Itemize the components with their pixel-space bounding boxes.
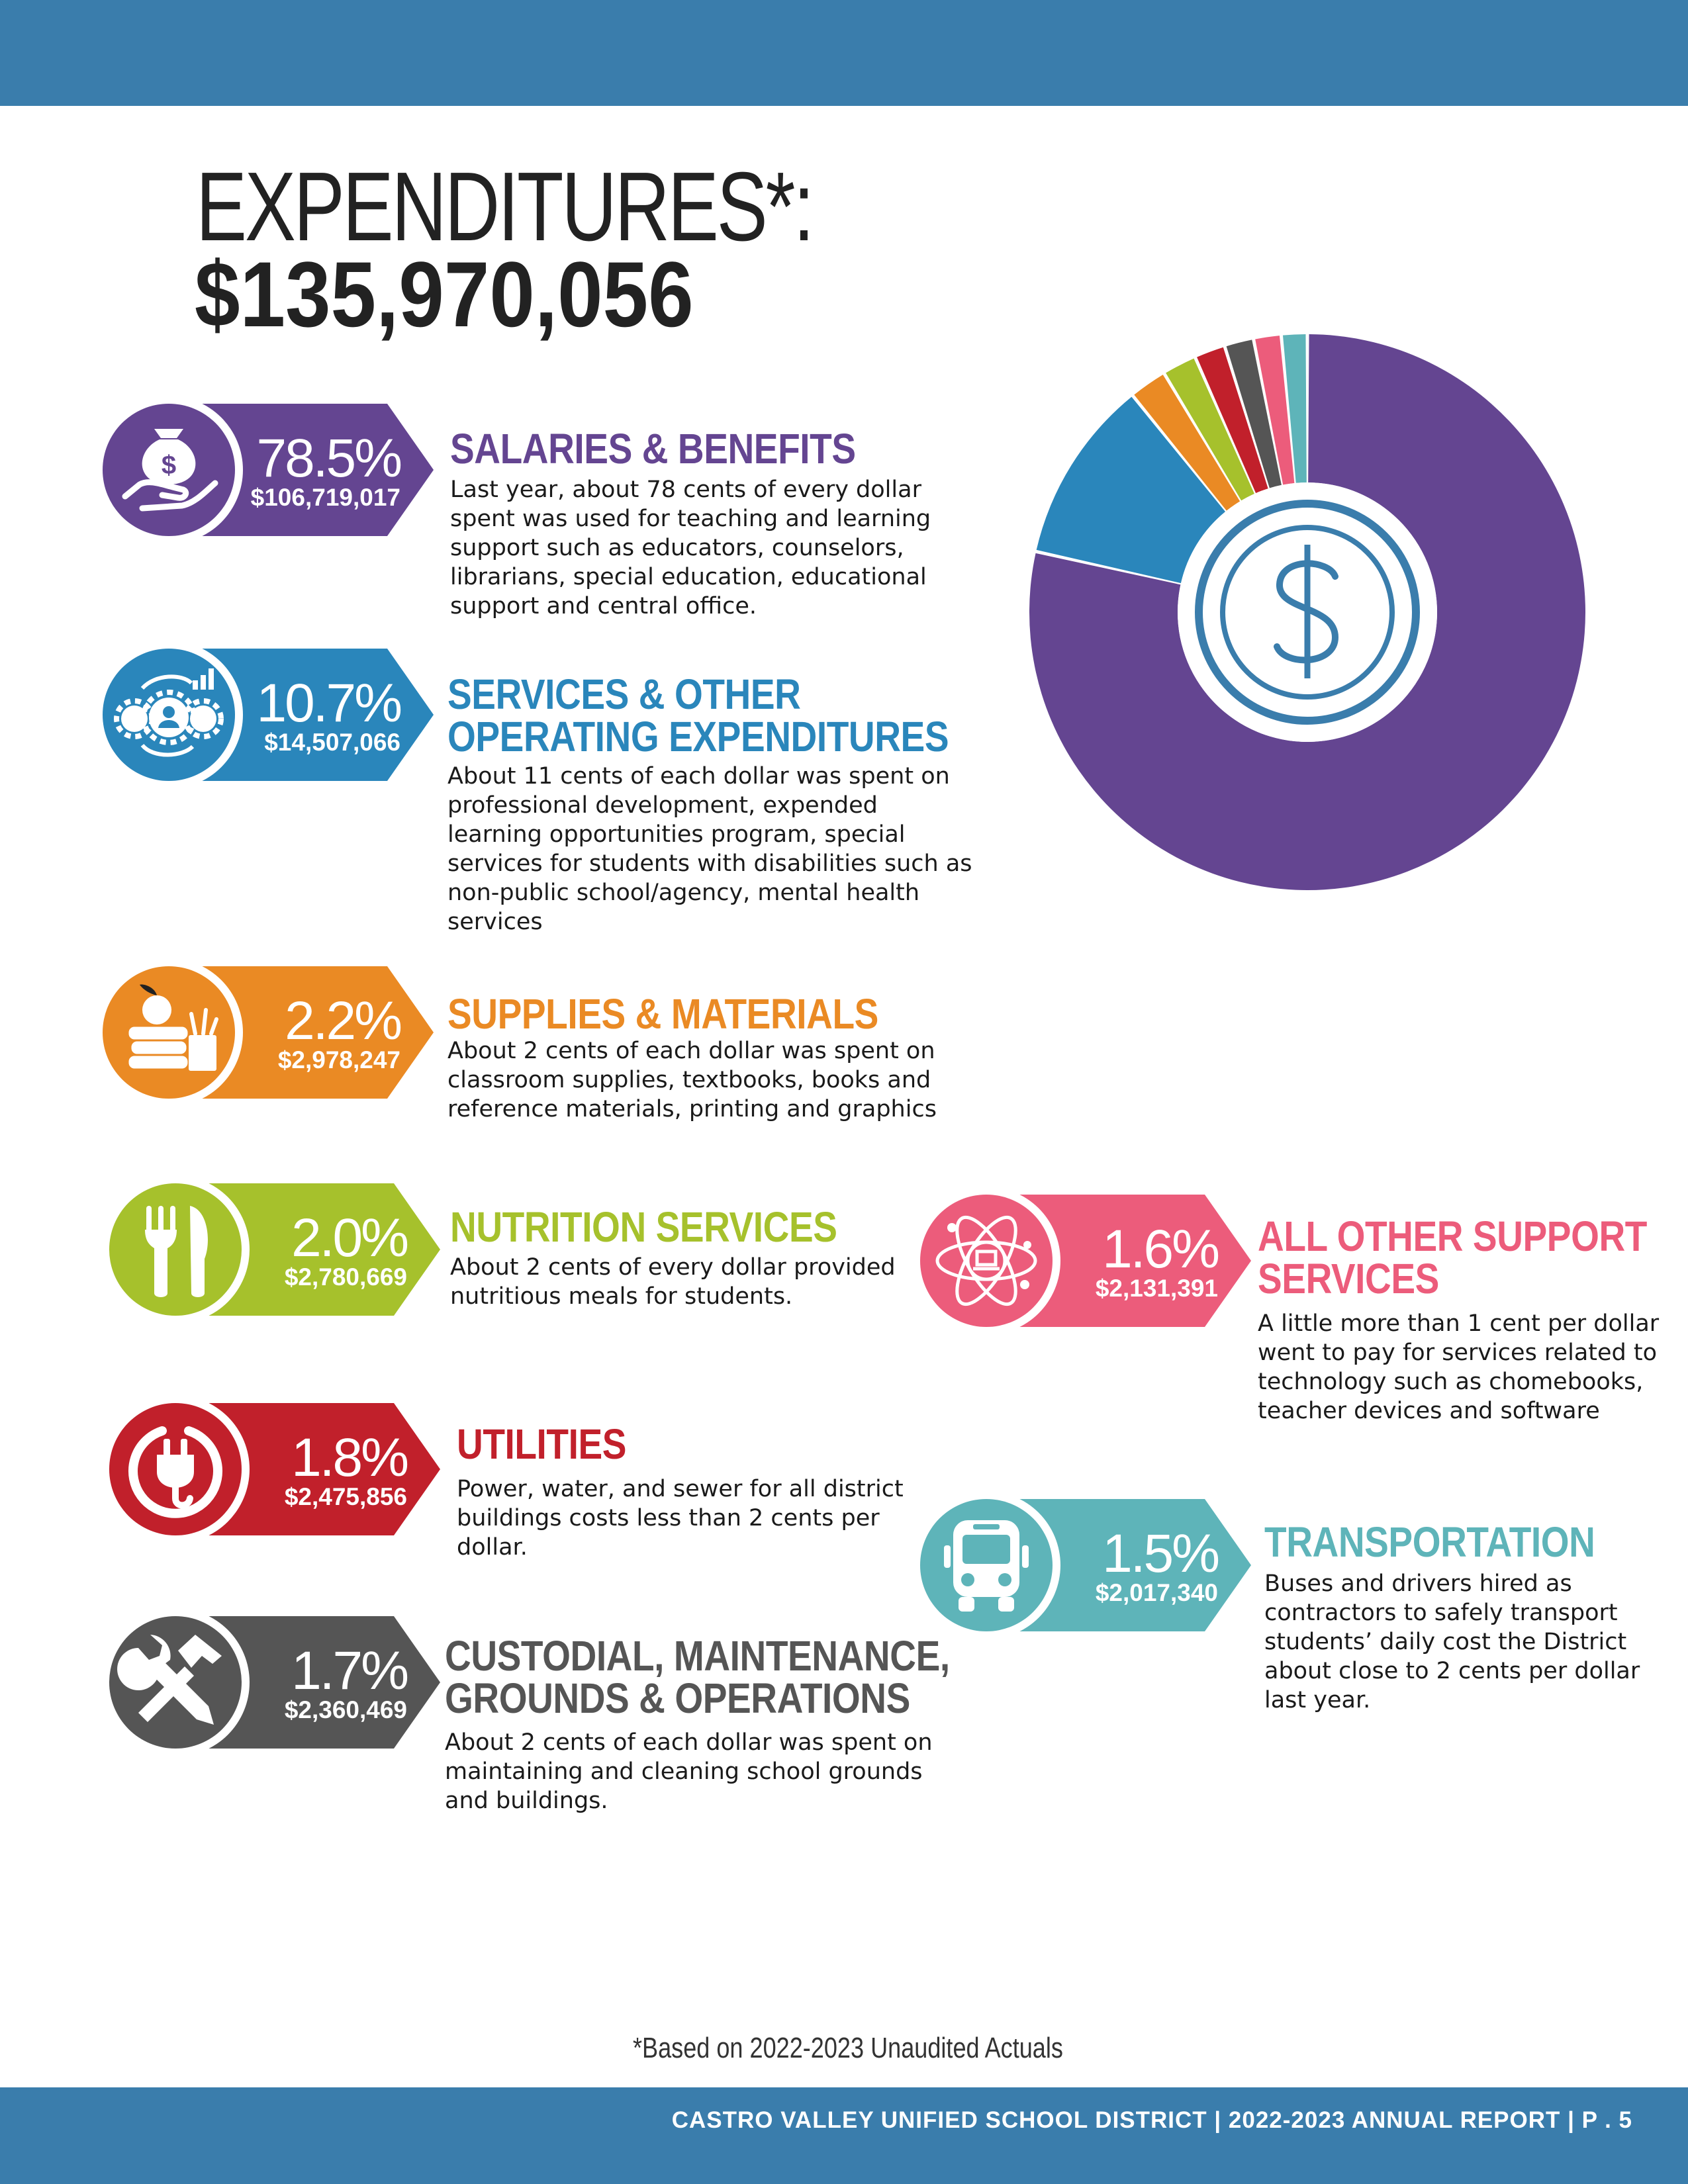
- nutrition-description: About 2 cents of every dollar provided nutritious meals for students.: [450, 1254, 896, 1310]
- supplies-description: About 2 cents of each dollar was spent on classroom supplies, textbooks, books and reference materials, printing and graphics: [447, 1038, 937, 1122]
- custodial-amount: $2,360,469: [284, 1696, 407, 1723]
- utilities-description: Power, water, and sewer for all district buildings costs less than 2 cents per dollar.: [457, 1476, 904, 1561]
- utilities-heading: UTILITIES: [457, 1420, 627, 1468]
- nutrition-amount: $2,780,669: [284, 1263, 407, 1291]
- supplies-percent: 2.2%: [285, 991, 400, 1051]
- salaries-percent: 78.5%: [256, 428, 400, 488]
- salaries-description: Last year, about 78 cents of every dollar spent was used for teaching and learning support such as educators, counselors, librarians, special education, educational support and central office.: [450, 477, 931, 619]
- services-amount: $14,507,066: [264, 729, 400, 756]
- footnote: *Based on 2022-2023 Unaudited Actuals: [633, 2032, 1063, 2064]
- transportation-percent: 1.5%: [1102, 1524, 1218, 1584]
- supplies-heading: SUPPLIES & MATERIALS: [447, 990, 878, 1038]
- top-banner: [0, 0, 1688, 106]
- supplies-amount: $2,978,247: [277, 1046, 400, 1073]
- support-heading: SERVICES: [1258, 1255, 1439, 1302]
- support-amount: $2,131,391: [1095, 1275, 1218, 1302]
- transportation-description: Buses and drivers hired as contractors to safely transport students’ daily cost the District about close to 2 cents per dollar last year.: [1264, 1570, 1640, 1713]
- transportation-amount: $2,017,340: [1095, 1579, 1218, 1606]
- services-description: About 11 cents of each dollar was spent on professional development, expended learning opportunities program, special services for students with disabilities such as non-public school/agency, mental health services: [447, 763, 972, 935]
- svg-text:$: $: [161, 451, 177, 480]
- nutrition-heading: NUTRITION SERVICES: [450, 1203, 837, 1251]
- support-description: A little more than 1 cent per dollar went to pay for services related to technology such as chomebooks, teacher devices and software: [1258, 1310, 1660, 1424]
- footer-text: CASTRO VALLEY UNIFIED SCHOOL DISTRICT | 2022-2023 ANNUAL REPORT | P . 5: [671, 2107, 1632, 2133]
- transportation-heading: TRANSPORTATION: [1264, 1518, 1595, 1566]
- custodial-heading: CUSTODIAL, MAINTENANCE,: [445, 1632, 950, 1680]
- services-heading: OPERATING EXPENDITURES: [447, 713, 949, 760]
- custodial-heading: GROUNDS & OPERATIONS: [445, 1674, 910, 1722]
- utilities-percent: 1.8%: [291, 1428, 407, 1488]
- total-expenditures-amount: $135,970,056: [195, 242, 694, 346]
- nutrition-percent: 2.0%: [291, 1208, 407, 1268]
- expenditures-donut-chart: [1029, 334, 1585, 890]
- salaries-heading: SALARIES & BENEFITS: [450, 425, 856, 473]
- custodial-percent: 1.7%: [291, 1641, 407, 1701]
- salaries-amount: $106,719,017: [250, 484, 400, 511]
- support-percent: 1.6%: [1102, 1219, 1218, 1279]
- page-title-label: EXPENDITURES*:: [196, 152, 813, 261]
- support-heading: ALL OTHER SUPPORT: [1258, 1212, 1647, 1260]
- utilities-amount: $2,475,856: [284, 1483, 407, 1510]
- services-percent: 10.7%: [256, 673, 400, 733]
- custodial-description: About 2 cents of each dollar was spent on maintaining and cleaning school grounds and buildings.: [445, 1729, 933, 1814]
- services-heading: SERVICES & OTHER: [447, 670, 801, 718]
